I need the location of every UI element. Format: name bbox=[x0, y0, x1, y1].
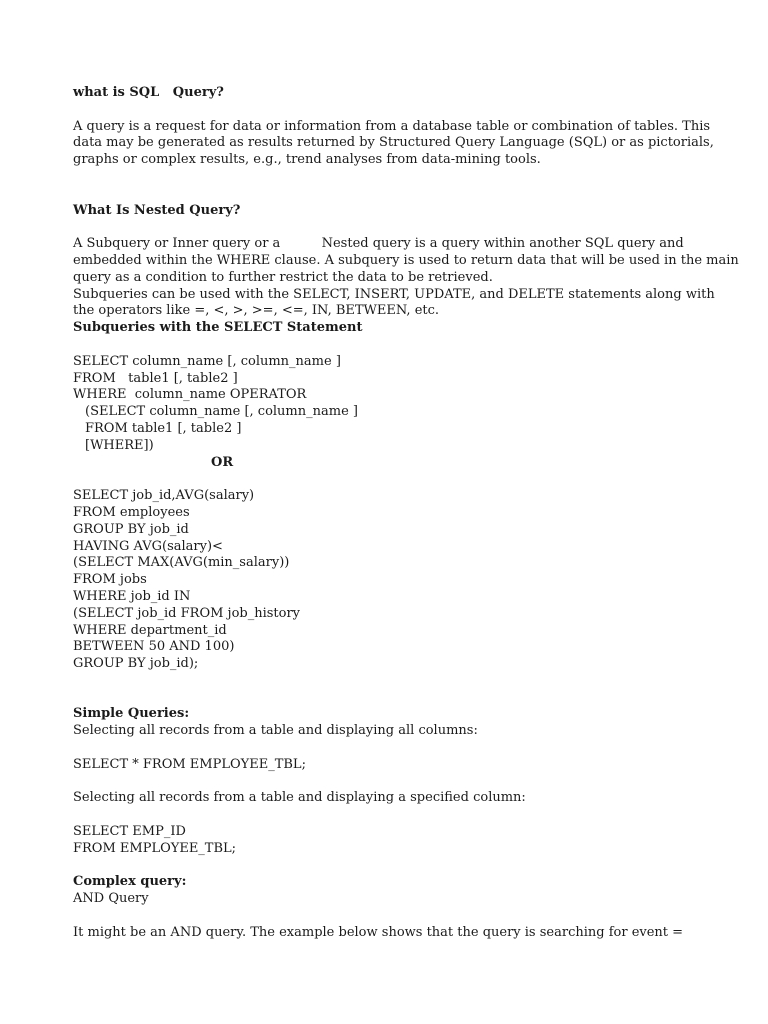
paragraph-line: the operators like =, <, >, >=, <=, IN, BETWEEN, etc. bbox=[73, 303, 440, 319]
or-label: OR bbox=[211, 454, 234, 470]
heading-nested-query: What Is Nested Query? bbox=[73, 202, 241, 218]
example-line: GROUP BY job_id bbox=[73, 521, 189, 537]
simple-query-1: SELECT * FROM EMPLOYEE_TBL; bbox=[73, 756, 306, 772]
example-line: WHERE department_id bbox=[73, 622, 227, 638]
heading-what-is-sql: what is SQL Query? bbox=[73, 85, 224, 100]
spacer bbox=[73, 858, 703, 875]
spacer bbox=[73, 673, 703, 707]
spacer bbox=[73, 740, 703, 757]
example-line: (SELECT MAX(AVG(min_salary)) bbox=[73, 555, 290, 571]
example-line: FROM jobs bbox=[73, 572, 147, 588]
syntax-line-indented: (SELECT column_name [, column_name ] bbox=[85, 404, 358, 420]
spacer bbox=[73, 169, 703, 203]
syntax-line: WHERE column_name OPERATOR bbox=[73, 387, 307, 403]
spacer bbox=[73, 337, 703, 354]
simple-desc-1: Selecting all records from a table and displaying all columns: bbox=[73, 723, 478, 739]
paragraph-line: A Subquery or Inner query or a Nested query is a query within another SQL query and bbox=[73, 236, 684, 252]
paragraph-line: graphs or complex results, e.g., trend analyses from data-mining tools. bbox=[73, 152, 541, 168]
example-line: WHERE job_id IN bbox=[73, 588, 191, 604]
heading-simple-queries: Simple Queries: bbox=[73, 706, 190, 722]
example-line: HAVING AVG(salary)< bbox=[73, 538, 223, 554]
spacer bbox=[73, 102, 703, 119]
paragraph-line: embedded within the WHERE clause. A subquery is used to return data that will be used in the main bbox=[73, 252, 739, 268]
simple-query-2-line: SELECT EMP_ID bbox=[73, 824, 186, 840]
spacer bbox=[73, 219, 703, 236]
simple-desc-2: Selecting all records from a table and displaying a specified column: bbox=[73, 790, 526, 806]
spacer bbox=[73, 471, 703, 488]
syntax-line: FROM table1 [, table2 ] bbox=[73, 370, 238, 386]
spacer bbox=[73, 908, 703, 925]
example-line: SELECT job_id,AVG(salary) bbox=[73, 488, 255, 504]
spacer bbox=[73, 774, 703, 791]
example-line: BETWEEN 50 AND 100) bbox=[73, 639, 235, 655]
paragraph-line: data may be generated as results returned by Structured Query Language (SQL) or as pictorials, bbox=[73, 135, 714, 151]
simple-query-2-line: FROM EMPLOYEE_TBL; bbox=[73, 840, 237, 856]
example-line: (SELECT job_id FROM job_history bbox=[73, 605, 301, 621]
example-line: GROUP BY job_id); bbox=[73, 656, 199, 672]
syntax-line: SELECT column_name [, column_name ] bbox=[73, 353, 341, 369]
example-line: FROM employees bbox=[73, 504, 190, 520]
heading-complex-query: Complex query: bbox=[73, 874, 187, 890]
document-page bbox=[73, 85, 739, 942]
syntax-line-indented: [WHERE]) bbox=[85, 437, 154, 453]
spacer bbox=[73, 807, 703, 824]
paragraph-line: Subqueries can be used with the SELECT, INSERT, UPDATE, and DELETE statements along with bbox=[73, 286, 715, 302]
paragraph-line: query as a condition to further restrict the data to be retrieved. bbox=[73, 269, 493, 285]
subheading-and-query: AND Query bbox=[73, 891, 149, 907]
syntax-line-indented: FROM table1 [, table2 ] bbox=[85, 420, 242, 436]
subheading-select-statement: Subqueries with the SELECT Statement bbox=[73, 320, 363, 336]
paragraph-line: A query is a request for data or information from a database table or combination of tables. This bbox=[73, 118, 711, 134]
complex-text: It might be an AND query. The example below shows that the query is searching for event = bbox=[73, 924, 684, 940]
